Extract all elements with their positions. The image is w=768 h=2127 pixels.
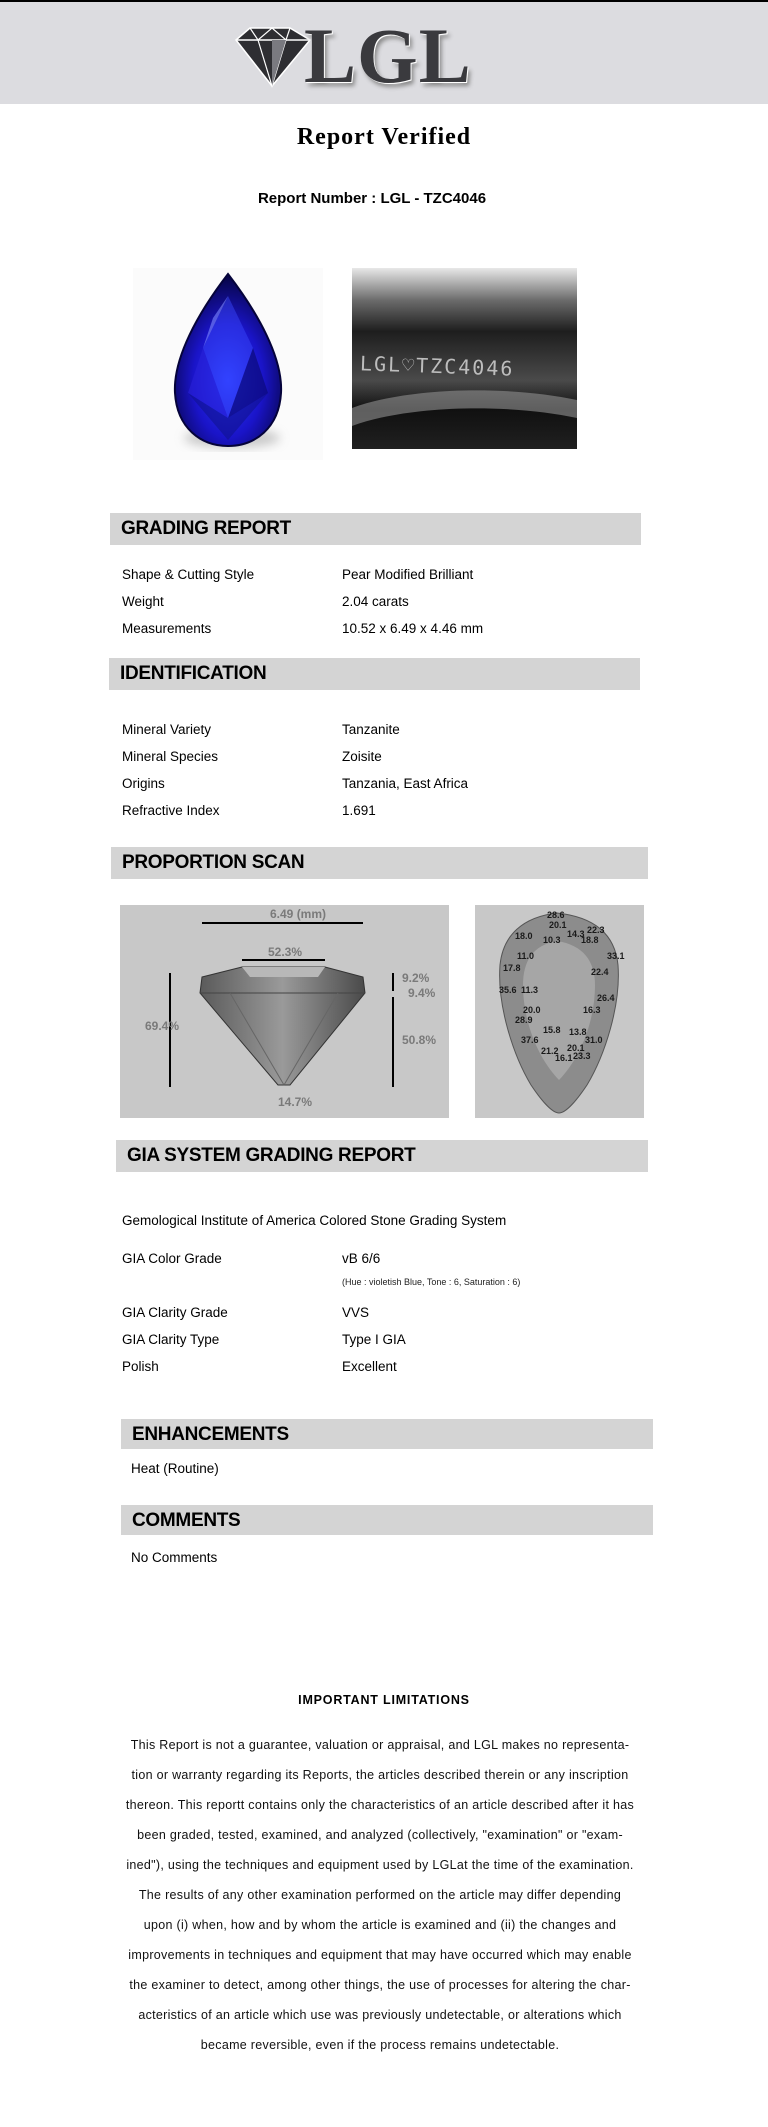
facet-value: 11.0 bbox=[517, 951, 535, 961]
gia-clarity-grade-value: VVS bbox=[342, 1305, 370, 1320]
enhancements-heading: ENHANCEMENTS bbox=[121, 1419, 653, 1449]
limitations-line: been graded, tested, examined, and analyzed (collectively, "examination" or "exam- bbox=[137, 1828, 623, 1842]
weight-label: Weight bbox=[122, 594, 164, 609]
limitations-line: the examiner to detect, among other things, the use of processes for altering the char- bbox=[129, 1978, 631, 1992]
facet-value: 22.4 bbox=[591, 967, 609, 977]
gia-clarity-type-value: Type I GIA bbox=[342, 1332, 406, 1347]
facet-value: 13.8 bbox=[569, 1027, 587, 1037]
pavilion-label: 50.8% bbox=[402, 1033, 437, 1047]
limitations-line: tion or warranty regarding its Reports, the articles described therein or any inscription bbox=[131, 1768, 629, 1782]
refractive-index-label: Refractive Index bbox=[122, 803, 220, 818]
weight-value: 2.04 carats bbox=[342, 594, 409, 609]
pear-gem-icon bbox=[133, 268, 323, 460]
limitations-heading: IMPORTANT LIMITATIONS bbox=[298, 1693, 470, 1707]
inscription-photo bbox=[352, 268, 577, 449]
enhancements-value: Heat (Routine) bbox=[131, 1461, 219, 1476]
page-title: Report Verified bbox=[296, 124, 472, 150]
gemstone-photo bbox=[133, 268, 323, 460]
grading-report-heading: GRADING REPORT bbox=[110, 513, 641, 545]
polish-label: Polish bbox=[122, 1359, 159, 1374]
gia-color-note: (Hue : violetish Blue, Tone : 6, Saturation : 6) bbox=[342, 1277, 521, 1287]
mineral-species-label: Mineral Species bbox=[122, 749, 219, 764]
culet-label: 14.7% bbox=[278, 1095, 313, 1109]
facet-value: 11.3 bbox=[521, 985, 539, 995]
gia-heading: GIA SYSTEM GRADING REPORT bbox=[116, 1140, 648, 1172]
crown-angle-label: 9.4% bbox=[408, 986, 436, 1000]
facet-value: 33.1 bbox=[607, 951, 625, 961]
facet-value: 26.4 bbox=[597, 993, 615, 1003]
limitations-line: acteristics of an article which use was previously undetectable, or alterations which bbox=[138, 2008, 622, 2022]
refractive-index-value: 1.691 bbox=[342, 803, 376, 818]
facet-value: 21.2 bbox=[541, 1046, 559, 1056]
logo-text: LGL bbox=[304, 12, 472, 99]
depth-label: 69.4% bbox=[145, 1019, 180, 1033]
facet-value: 18.8 bbox=[581, 935, 599, 945]
comments-value: No Comments bbox=[131, 1550, 218, 1565]
gia-subtitle: Gemological Institute of America Colored Stone Grading System bbox=[122, 1213, 507, 1228]
facet-value: 23.3 bbox=[573, 1051, 591, 1061]
facet-value: 16.1 bbox=[555, 1053, 573, 1063]
facet-value: 28.9 bbox=[515, 1015, 533, 1025]
facet-value: 18.0 bbox=[515, 931, 533, 941]
gia-color-value: vB 6/6 bbox=[342, 1251, 381, 1266]
origins-value: Tanzania, East Africa bbox=[342, 776, 469, 791]
limitations-line: ined"), using the techniques and equipment used by LGLat the time of the examination. bbox=[126, 1858, 634, 1872]
table-label: 52.3% bbox=[268, 945, 303, 959]
proportion-scan-heading: PROPORTION SCAN bbox=[111, 847, 648, 879]
gia-clarity-grade-label: GIA Clarity Grade bbox=[122, 1305, 228, 1320]
facet-value: 17.8 bbox=[503, 963, 521, 973]
mineral-species-value: Zoisite bbox=[342, 749, 382, 764]
shape-value: Pear Modified Brilliant bbox=[342, 567, 474, 582]
gia-clarity-type-label: GIA Clarity Type bbox=[122, 1332, 220, 1347]
facet-value: 28.6 bbox=[547, 910, 565, 920]
proportion-top-diagram bbox=[475, 905, 644, 1118]
facet-value: 16.3 bbox=[583, 1005, 601, 1015]
limitations-line: This Report is not a guarantee, valuation or appraisal, and LGL makes no representa- bbox=[130, 1738, 630, 1752]
limitations-line: upon (i) when, how and by whom the article is examined and (ii) the changes and bbox=[143, 1918, 617, 1932]
proportion-profile-diagram bbox=[120, 905, 449, 1118]
facet-value: 35.6 bbox=[499, 985, 517, 995]
crown-label: 9.2% bbox=[402, 971, 430, 985]
facet-value: 20.1 bbox=[567, 1043, 585, 1053]
facet-value: 10.3 bbox=[543, 935, 561, 945]
report-number: Report Number : LGL - TZC4046 bbox=[257, 190, 487, 207]
facet-value: 31.0 bbox=[585, 1035, 603, 1045]
facet-value: 22.3 bbox=[587, 925, 605, 935]
facet-value: 20.0 bbox=[523, 1005, 541, 1015]
mineral-variety-label: Mineral Variety bbox=[122, 722, 212, 737]
measurements-value: 10.52 x 6.49 x 4.46 mm bbox=[342, 621, 484, 636]
header bbox=[0, 2, 768, 104]
origins-label: Origins bbox=[122, 776, 165, 791]
facet-value: 14.3 bbox=[567, 929, 585, 939]
identification-heading: IDENTIFICATION bbox=[109, 658, 640, 690]
polish-value: Excellent bbox=[342, 1359, 397, 1374]
limitations-line: improvements in techniques and equipment that may have occurred which may enable bbox=[128, 1948, 632, 1962]
shape-label: Shape & Cutting Style bbox=[122, 567, 255, 582]
width-label: 6.49 (mm) bbox=[270, 907, 327, 921]
facet-value: 37.6 bbox=[521, 1035, 539, 1045]
comments-heading: COMMENTS bbox=[121, 1505, 653, 1535]
gia-color-label: GIA Color Grade bbox=[122, 1251, 222, 1266]
diamond-icon bbox=[232, 26, 312, 88]
mineral-variety-value: Tanzanite bbox=[342, 722, 400, 737]
inscription-text: LGL♡TZC4046 bbox=[359, 351, 515, 381]
facet-value: 20.1 bbox=[549, 920, 567, 930]
measurements-label: Measurements bbox=[122, 621, 212, 636]
lgl-logo bbox=[232, 12, 492, 99]
facet-value: 15.8 bbox=[543, 1025, 561, 1035]
limitations-line: The results of any other examination performed on the article may differ depending bbox=[138, 1888, 622, 1902]
limitations-line: became reversible, even if the process remains undetectable. bbox=[200, 2038, 560, 2052]
limitations-line: thereon. This reportt contains only the characteristics of an article described after it has bbox=[125, 1798, 635, 1812]
